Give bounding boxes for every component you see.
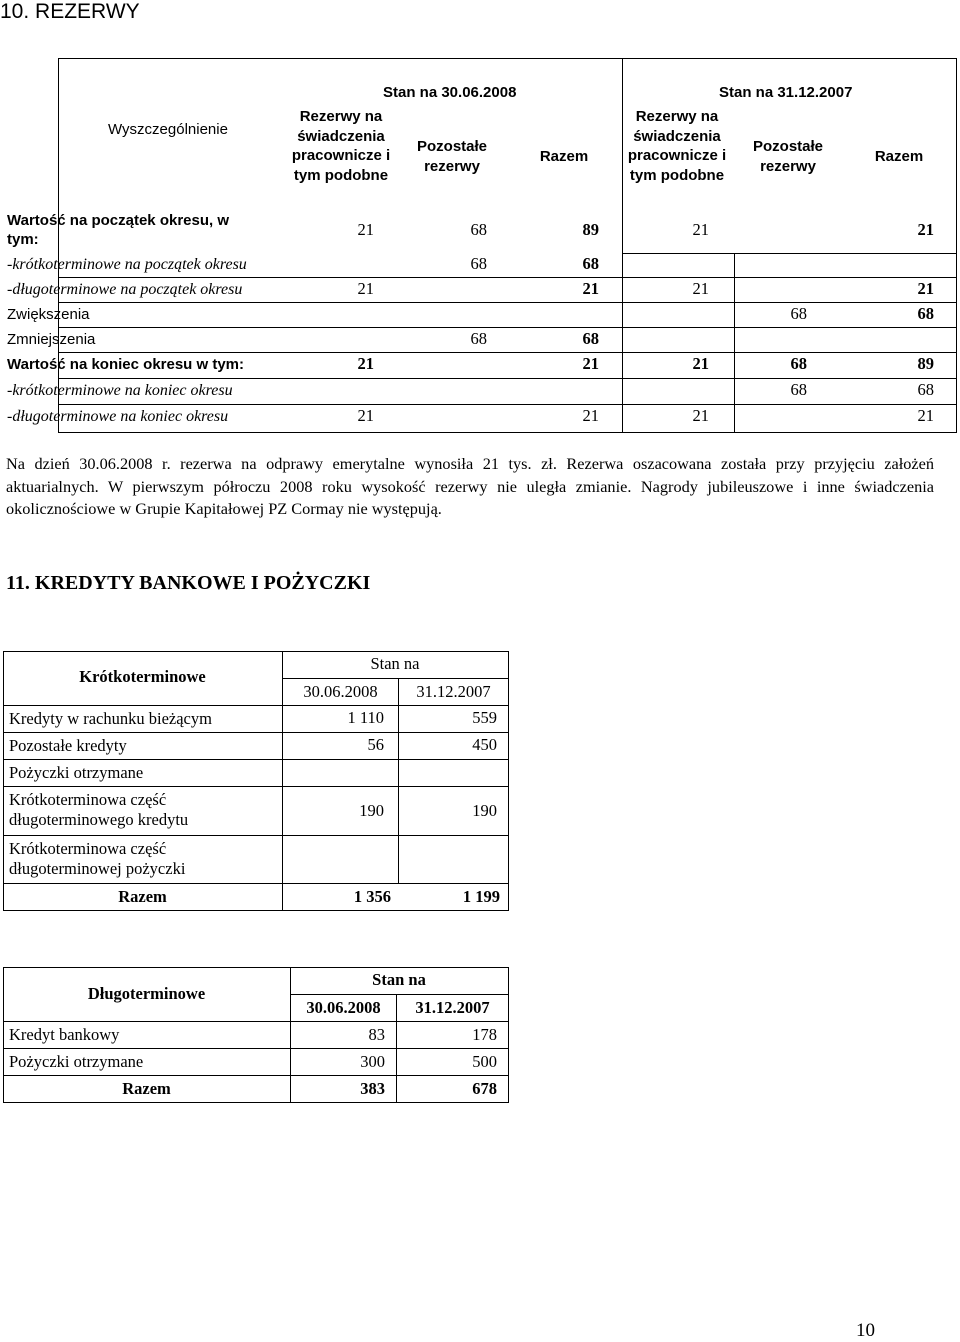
header-pozostale-a: Pozostałe rezerwy [416, 138, 488, 175]
reserves-cell-col5: 68 [790, 380, 807, 399]
short-term-row-label: Pożyczki otrzymane [9, 763, 144, 782]
long-term-total-label: Razem [122, 1079, 171, 1098]
short-term-stan-na: Stan na [370, 654, 420, 673]
reserves-cell-col4: 21 [692, 406, 709, 425]
header-pozostale-b: Pozostałe rezerwy [752, 138, 824, 175]
reserves-cell-col5: 68 [790, 304, 807, 323]
reserves-cell-col3: 21 [582, 279, 599, 298]
reserves-cell-col2: 68 [470, 329, 487, 348]
short-term-total-b: 1 199 [462, 887, 500, 906]
reserves-cell-col6: 68 [917, 304, 934, 323]
short-term-total-label: Razem [118, 887, 167, 906]
reserves-cell-col6: 21 [917, 406, 934, 425]
reserves-cell-col4: 21 [692, 220, 709, 239]
header-razem-a: Razem [539, 148, 589, 165]
reserves-row-label: Wartość na koniec okresu w tym: [7, 356, 245, 373]
short-term-row-label: Krótkoterminowa część długoterminowej pożyczki [9, 839, 186, 878]
header-stan-a: Stan na 30.06.2008 [383, 84, 517, 101]
long-term-cell-date-b: 178 [472, 1025, 497, 1044]
reserves-cell-col1: 21 [357, 220, 374, 239]
header-wyszczegolnienie: Wyszczególnienie [108, 121, 228, 138]
reserves-cell-col4: 21 [692, 279, 709, 298]
reserves-row-label: Wartość na początek okresu, w tym: [7, 212, 230, 248]
reserves-row-label: Zwiększenia [7, 306, 90, 323]
reserves-cell-col3: 21 [582, 354, 599, 373]
reserves-cell-col1: 21 [357, 279, 374, 298]
long-term-cell-date-a: 300 [360, 1052, 385, 1071]
reserves-row-label: -długoterminowe na początek okresu [7, 281, 243, 298]
reserves-cell-col3: 89 [582, 220, 599, 239]
short-term-cell-date-b: 450 [472, 735, 497, 754]
section-11-title: 11. KREDYTY BANKOWE I POŻYCZKI [6, 572, 371, 594]
header-stan-b: Stan na 31.12.2007 [719, 84, 853, 101]
long-term-cell-date-b: 500 [472, 1052, 497, 1071]
short-term-row-label: Krótkoterminowa część długoterminowego kredytu [9, 790, 189, 829]
header-razem-b: Razem [874, 148, 924, 165]
long-term-total-a: 383 [360, 1079, 385, 1098]
reserves-cell-col6: 68 [917, 380, 934, 399]
long-term-total-b: 678 [472, 1079, 497, 1098]
reserves-row-label: -krótkoterminowe na początek okresu [7, 256, 247, 273]
short-term-cell-date-a: 1 110 [347, 708, 384, 727]
reserves-cell-col3: 68 [582, 329, 599, 348]
long-term-row-label: Kredyt bankowy [9, 1025, 120, 1044]
reserves-cell-col1: 21 [357, 406, 374, 425]
reserves-note: Na dzień 30.06.2008 r. rezerwa na odprawy emerytalne wynosiła 21 tys. zł. Rezerwa oszacowana została przy przyjęciu założeń aktuarialnych. W pierwszym półroczu 2008 roku wysokość rezerwy nie uległa zmianie. Nagrody jubileuszowe i inne świadczenia okolicznościowe w Grupie Kapitałowej PZ Cormay nie występują. [6, 454, 934, 519]
reserves-row-label: -długoterminowe na koniec okresu [7, 408, 229, 425]
short-term-row-label: Pozostałe kredyty [9, 736, 127, 755]
long-term-date-b: 31.12.2007 [415, 998, 490, 1017]
reserves-cell-col3: 21 [582, 406, 599, 425]
reserves-cell-col1: 21 [357, 354, 374, 373]
short-term-header: Krótkoterminowe [79, 667, 206, 686]
short-term-date-a: 30.06.2008 [303, 682, 378, 701]
header-rezerwy-b: Rezerwy na świadczenia pracownicze i tym podobne [627, 108, 727, 184]
reserves-row-label: Zmniejszenia [7, 331, 96, 348]
reserves-cell-col2: 68 [470, 254, 487, 273]
reserves-cell-col6: 89 [917, 354, 934, 373]
short-term-date-b: 31.12.2007 [416, 682, 491, 701]
short-term-cell-date-a: 56 [367, 735, 384, 754]
short-term-cell-date-b: 559 [472, 708, 497, 727]
long-term-row-label: Pożyczki otrzymane [9, 1052, 144, 1071]
reserves-cell-col3: 68 [582, 254, 599, 273]
short-term-total-a: 1 356 [353, 887, 391, 906]
short-term-cell-date-a: 190 [359, 801, 384, 820]
short-term-cell-date-b: 190 [472, 801, 497, 820]
section-10-title: 10. REZERWY [0, 0, 140, 23]
reserves-cell-col5: 68 [790, 354, 807, 373]
long-term-date-a: 30.06.2008 [306, 998, 381, 1017]
reserves-cell-col4: 21 [692, 354, 709, 373]
reserves-cell-col6: 21 [917, 220, 934, 239]
long-term-header: Długoterminowe [87, 984, 206, 1003]
long-term-stan-na: Stan na [372, 970, 426, 989]
long-term-cell-date-a: 83 [368, 1025, 385, 1044]
reserves-cell-col2: 68 [470, 220, 487, 239]
short-term-row-label: Kredyty w rachunku bieżącym [9, 709, 212, 728]
reserves-cell-col6: 21 [917, 279, 934, 298]
reserves-row-label: -krótkoterminowe na koniec okresu [7, 382, 233, 399]
page-number: 10 [856, 1320, 875, 1341]
header-rezerwy-a: Rezerwy na świadczenia pracownicze i tym podobne [291, 108, 391, 184]
